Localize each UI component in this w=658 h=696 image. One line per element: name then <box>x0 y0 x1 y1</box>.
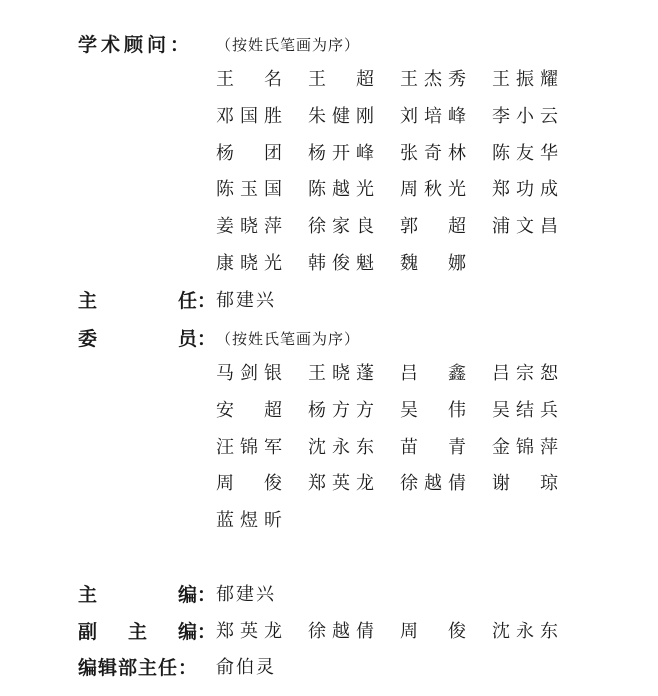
deputy-editor-name: 周 俊 <box>400 621 466 642</box>
member-name: 杨 方 方 <box>308 399 374 421</box>
chief-editor-name: 郁建兴 <box>216 584 276 605</box>
members-order-note: （按姓氏笔画为序） <box>216 330 361 348</box>
label-part: 委 <box>78 328 98 350</box>
advisor-name: 陈 玉 国 <box>216 179 282 201</box>
chief-editor-label <box>78 580 216 610</box>
label-text <box>78 324 216 354</box>
advisors-order-note: （按姓氏笔画为序） <box>216 36 361 54</box>
deputy-editor-name: 沈 永 东 <box>492 621 558 642</box>
member-name: 蓝 煜 昕 <box>216 510 282 532</box>
advisor-name: 徐 家 良 <box>308 216 374 238</box>
advisor-name: 郭 超 <box>400 216 466 238</box>
advisor-name: 朱 健 刚 <box>308 105 374 127</box>
label-part: 主 <box>127 621 147 643</box>
advisor-name: 魏 娜 <box>400 252 466 274</box>
member-name: 郑 英 龙 <box>308 473 374 495</box>
advisor-name: 王 杰 秀 <box>400 69 466 90</box>
advisor-name: 陈 越 光 <box>308 179 374 201</box>
label-part: 任： <box>177 290 216 312</box>
advisor-name: 杨 团 <box>216 142 282 164</box>
member-name: 金 锦 萍 <box>492 436 558 458</box>
advisor-name: 陈 友 华 <box>492 142 558 164</box>
director-label <box>78 286 216 316</box>
label-part: 编： <box>177 621 216 643</box>
deputy-editor-name-grid <box>216 617 584 654</box>
label-part: 主 <box>78 290 98 312</box>
member-name: 苗 青 <box>400 436 466 458</box>
label-text <box>78 580 216 610</box>
deputy-editor-name: 郑 英 龙 <box>216 621 282 642</box>
label-text <box>78 617 216 647</box>
label-part: 编： <box>177 584 216 606</box>
advisors-label: 学术顾问： <box>78 34 194 56</box>
members-label <box>78 324 216 354</box>
advisor-name: 韩 俊 魁 <box>308 252 374 274</box>
advisors-name-grid <box>216 65 584 286</box>
deputy-editor-label <box>78 617 216 647</box>
member-name: 马 剑 银 <box>216 363 282 384</box>
member-name: 汪 锦 军 <box>216 436 282 458</box>
advisor-name: 浦 文 昌 <box>492 216 558 238</box>
advisor-name: 邓 国 胜 <box>216 105 282 127</box>
office-director-name: 俞伯灵 <box>216 657 276 678</box>
deputy-editor-name: 徐 越 倩 <box>308 621 374 642</box>
advisor-name: 李 小 云 <box>492 105 558 127</box>
members-name-grid <box>216 359 584 543</box>
member-name: 徐 越 倩 <box>400 473 466 495</box>
member-name: 吕 鑫 <box>400 363 466 384</box>
advisor-name: 王 名 <box>216 69 282 90</box>
label-part: 主 <box>78 584 98 606</box>
label-part: 副 <box>78 621 98 643</box>
label-text <box>78 286 216 316</box>
member-name: 吴 伟 <box>400 399 466 421</box>
office-director-label: 编辑部主任： <box>78 657 199 679</box>
advisor-name: 杨 开 峰 <box>308 142 374 164</box>
director-name: 郁建兴 <box>216 290 276 311</box>
member-name: 谢 琼 <box>492 473 558 495</box>
advisor-name: 王 超 <box>308 69 374 90</box>
member-name: 周 俊 <box>216 473 282 495</box>
member-name: 吴 结 兵 <box>492 399 558 421</box>
member-name: 安 超 <box>216 399 282 421</box>
member-name: 王 晓 蓬 <box>308 363 374 384</box>
advisor-name: 王 振 耀 <box>492 69 558 90</box>
advisor-name: 刘 培 峰 <box>400 105 466 127</box>
advisor-name: 张 奇 林 <box>400 142 466 164</box>
label-part: 员： <box>177 328 216 350</box>
member-name: 吕 宗 恕 <box>492 363 558 384</box>
advisor-name: 郑 功 成 <box>492 179 558 201</box>
advisor-name: 姜 晓 萍 <box>216 216 282 238</box>
advisor-name: 康 晓 光 <box>216 252 282 274</box>
advisor-name: 周 秋 光 <box>400 179 466 201</box>
member-name: 沈 永 东 <box>308 436 374 458</box>
